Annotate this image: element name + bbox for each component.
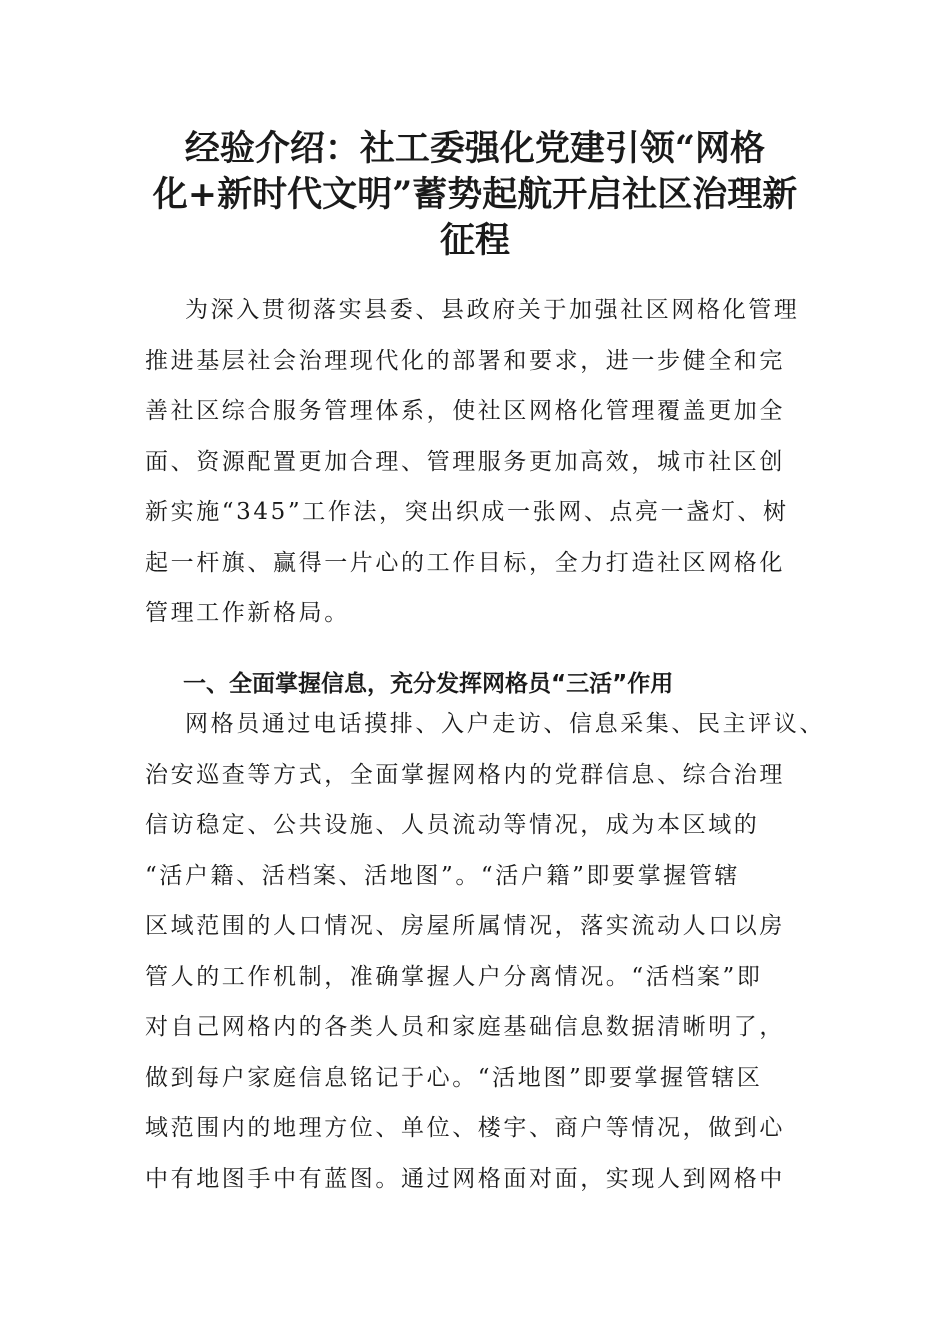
intro-paragraph: [145, 285, 815, 639]
paragraph-line: 管人的工作机制，准确掌握人户分离情况。“活档案”即: [145, 963, 763, 990]
paragraph-line: 做到每户家庭信息铭记于心。“活地图”即要掌握管辖区: [145, 1064, 763, 1091]
title-line: 经验介绍：社工委强化党建引领“网格: [184, 128, 766, 169]
paragraph-line: 为深入贯彻落实县委、县政府关于加强社区网格化管理: [185, 297, 800, 323]
paragraph-line: 网格员通过电话摸排、入户走访、信息采集、民主评议、: [185, 711, 825, 737]
paragraph-line: 区域范围的人口情况、房屋所属情况，落实流动人口以房: [145, 913, 785, 939]
paragraph-line: 对自己网格内的各类人员和家庭基础信息数据清晰明了，: [145, 1014, 785, 1040]
paragraph-line: 推进基层社会治理现代化的部署和要求，进一步健全和完: [145, 347, 785, 374]
paragraph-line: 面、资源配置更加合理、管理服务更加高效，城市社区创: [145, 448, 785, 475]
title-line: 化+新时代文明”蓄势起航开启社区治理新: [152, 174, 798, 215]
paragraph-line: 信访稳定、公共设施、人员流动等情况，成为本区域的: [145, 812, 760, 838]
paragraph-line: 治安巡查等方式，全面掌握网格内的党群信息、综合治理: [145, 761, 785, 788]
paragraph-line: 域范围内的地理方位、单位、楼宇、商户等情况，做到心: [145, 1115, 785, 1141]
paragraph-line: 新实施“345”工作法，突出织成一张网、点亮一盏灯、树: [145, 499, 789, 525]
section-paragraph: [145, 699, 825, 1204]
title-line: 征程: [439, 220, 510, 261]
paragraph-line: 中有地图手中有蓝图。通过网格面对面，实现人到网格中: [145, 1165, 785, 1192]
paragraph-line: 起一杆旗、赢得一片心的工作目标，全力打造社区网格化: [145, 549, 785, 576]
paragraph-line: 管理工作新格局。: [145, 600, 350, 626]
section-heading: 一、全面掌握信息，充分发挥网格员“三活”作用: [183, 671, 674, 697]
document-title: [145, 126, 805, 264]
paragraph-line: “活户籍、活档案、活地图”。“活户籍”即要掌握管辖: [145, 862, 741, 889]
paragraph-line: 善社区综合服务管理体系，使社区网格化管理覆盖更加全: [145, 398, 785, 424]
